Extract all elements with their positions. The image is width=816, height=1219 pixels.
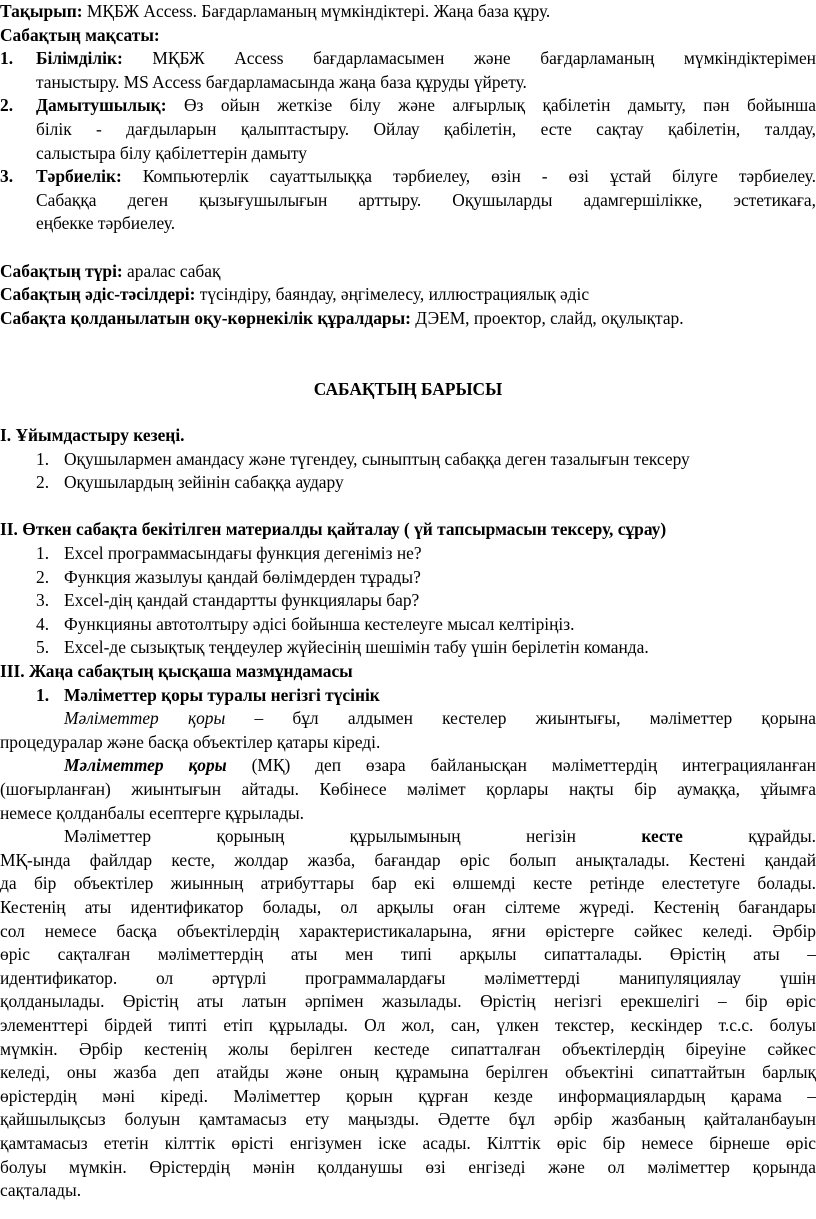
goal-3-line-3: еңбекке тәрбиелеу. (36, 213, 176, 234)
paragraph-3-line-11: келеді, оны жазба деп атайды және оның құрамына берілген объектіні сипаттайтын барлық (0, 1062, 816, 1083)
goal-3-line-1 (36, 165, 816, 189)
paragraph-3-line-14: қамтамасыз ететін кілттік өрісті енгізумен іске асады. Кілттік өріс бір немесе бірнеше өріс (0, 1133, 816, 1153)
goal-2-number: 2. (0, 95, 14, 116)
paragraph-3-line-1 (64, 825, 816, 849)
topic-line (0, 0, 550, 24)
goal-1-line-1 (36, 47, 816, 71)
section-3-sub-title: Мәліметтер қоры туралы негізгі түсінік (64, 684, 380, 705)
section-2-item-1: Excel программасындағы функция дегеніміз не? (64, 543, 422, 563)
section-2-item-3: Excel-дің қандай стандартты функциялары бар? (64, 590, 420, 611)
section-2-item-4: Функцияны автотолтыру әдісі бойынша кестелеуге мысал келтіріңіз. (64, 613, 575, 634)
p3-word-1: Мәліметтер (64, 826, 152, 847)
section-2-item-3-number: 3. (36, 590, 50, 611)
lesson-methods (0, 283, 589, 307)
paragraph-1-term: Мәліметтер қоры (64, 708, 226, 729)
lesson-tools (0, 307, 684, 331)
paragraph-3-line-12: өрістердің мәні кіреді. Мәліметтер қорын құрған кезде информациялардың қарама – (0, 1085, 816, 1106)
goal-3-line-2: Сабаққа деген қызығушылығын арттыру. Оқушыларды адамгершілікке, эстетикаға, (36, 189, 816, 210)
section-3-title: ІІІ. Жаңа сабақтың қысқаша мазмұндамасы (0, 661, 353, 681)
lesson-methods-value: түсіндіру, баяндау, әңгімелесу, иллюстрациялық әдіс (195, 284, 590, 305)
p3-bold-term: кесте (641, 826, 683, 847)
paragraph-3-line-6: өріс сақталған мәліметтердің аты мен типі арқылы сипатталады. Өрістің аты – (0, 944, 816, 965)
paragraph-3-line-10: мүмкін. Әрбір кестенің жолы берілген кестеде сипатталған объектілердің біреуіне сәйкес (0, 1038, 816, 1059)
goals-heading: Сабақтың мақсаты: (0, 24, 160, 45)
section-1-item-1-number: 1. (36, 448, 50, 469)
goal-2-label: Дамытушылық: (36, 95, 167, 116)
p3-word-end: құрайды. (748, 826, 816, 847)
paragraph-1-line-2: процедуралар және басқа объектілер қатары кіреді. (0, 731, 381, 752)
paragraph-2-line-3: немесе қолданбалы есептерге құрылады. (0, 802, 304, 823)
paragraph-2-line-2: (шоғырланған) жиынтығын айтады. Көбінесе мәлімет қорлары нақты бір аумаққа, ұйымға (0, 779, 816, 799)
goal-2-line-3: салыстыра білу қабілеттерін дамыту (36, 142, 307, 163)
goal-1-number: 1. (0, 48, 14, 69)
paragraph-3-line-9: элементтері бірдей типті етіп құрылады. Ол жол, сан, үлкен текстер, кескіндер т.с.с. болуы (0, 1015, 816, 1035)
goal-2-line-1 (36, 94, 816, 118)
p3-word-4: негізін (525, 826, 576, 847)
goal-1-line-2: таныстыру. MS Access бағдарламасында жаңа база құруды үйрету. (36, 71, 527, 92)
lesson-type-value: аралас сабақ (122, 260, 221, 281)
paragraph-1-line-1 (64, 707, 816, 731)
goal-1-label: Білімділік: (36, 48, 123, 69)
goal-3-text: Компьютерлік сауаттылыққа тәрбиелеу, өзін - өзі ұстай білуге тәрбиелеу. (142, 166, 816, 187)
section-2-title: ІІ. Өткен сабақта бекітілген материалды қайталау ( үй тапсырмасын тексеру, сұрау) (0, 519, 667, 540)
p3-word-2: қорының (216, 826, 285, 847)
paragraph-3-line-15: болуы мүмкін. Өрістердің мәнін қолданушы өзі енгізеді және ол мәліметтер қорында (0, 1156, 816, 1177)
paragraph-3-line-5: сол немесе басқа объектілердің характеристикаларына, яғни өрістерге сәйкес келеді. Әрбір (0, 920, 816, 941)
goal-1-text: МҚБЖ Access бағдарламасымен және бағдарламаның мүмкіндіктерімен (152, 48, 816, 69)
section-1-title: І. Ұйымдастыру кезеңі. (0, 425, 185, 445)
section-2-item-5: Excel-де сызықтық теңдеулер жүйесінің шешімін табу үшін берілетін команда. (64, 637, 649, 658)
lesson-title: САБАҚТЫҢ БАРЫСЫ (313, 379, 503, 399)
lesson-tools-label: Сабақта қолданылатын оқу-көрнекілік құралдары: (0, 307, 411, 328)
lesson-methods-label: Сабақтың әдіс-тәсілдері: (0, 284, 196, 305)
section-1-item-2-number: 2. (36, 472, 50, 493)
section-3-sub-number: 1. (36, 684, 50, 705)
lesson-type (0, 260, 220, 284)
paragraph-3-line-4: Кестенің аты идентификатор болады, ол арқылы оған сілтеме жүреді. Кестенің бағандары (0, 897, 816, 917)
lesson-tools-value: ДЭЕМ, проектор, слайд, оқулықтар. (410, 307, 684, 328)
section-1-item-1: Оқушылармен амандасу және түгендеу, сыныптың сабаққа деген тазалығын тексеру (64, 448, 690, 469)
topic-label: Тақырып: (0, 1, 83, 21)
section-2-item-2: Функция жазылуы қандай бөлімдерден тұрады? (64, 566, 421, 587)
section-2-item-1-number: 1. (36, 543, 50, 563)
paragraph-3-line-3: да бір объектілер жиынның атрибуттары бар екі өлшемді кесте ретінде елестетуге болады. (0, 873, 816, 894)
paragraph-2-term: Мәліметтер қоры (64, 755, 227, 776)
goal-2-line-2: білік - дағдыларын қалыптастыру. Ойлау қабілетін, есте сақтау қабілетін, талдау, (36, 119, 816, 139)
goal-3-label: Тәрбиелік: (36, 166, 122, 187)
section-2-item-2-number: 2. (36, 566, 50, 587)
section-1-item-2: Оқушылардың зейінін сабаққа аудару (64, 472, 344, 493)
topic-text: МҚБЖ Access. Бағдарламаның мүмкіндіктері. Жаңа база құру. (82, 1, 551, 21)
p3-word-3: құрылымының (349, 826, 461, 847)
paragraph-2-text: (МҚ) деп өзара байланысқан мәліметтердің интеграцияланған (251, 755, 816, 776)
paragraph-3-line-8: қолданылады. Өрістің аты латын әрпімен жазылады. Өрістің негізгі ерекшелігі – бір өріс (0, 991, 816, 1012)
paragraph-2-line-1 (64, 754, 816, 778)
section-2-item-5-number: 5. (36, 637, 50, 658)
paragraph-3-line-13: қайшылықсыз болуын қамтамасыз ету маңызды. Әдетте бұл әрбір жазбаның қайталанбауын (0, 1109, 816, 1130)
section-2-item-4-number: 4. (36, 613, 50, 634)
paragraph-1-text: – бұл алдымен кестелер жиынтығы, мәліметтер қорына (254, 708, 816, 729)
goal-2-text: Өз ойын жеткізе білу және алғырлық қабілетін дамыту, пән бойынша (183, 95, 816, 116)
paragraph-3-line-7: идентификатор. ол әртүрлі программалардағы мәліметтерді манипуляциялау үшін (0, 967, 816, 988)
paragraph-3-line-2: МҚ-ында файлдар кесте, жолдар жазба, бағандар өріс болып анықталады. Кестені қандай (0, 849, 816, 870)
lesson-type-label: Сабақтың түрі: (0, 260, 123, 281)
paragraph-3-line-16: сақталады. (0, 1180, 82, 1201)
goal-3-number: 3. (0, 166, 14, 187)
